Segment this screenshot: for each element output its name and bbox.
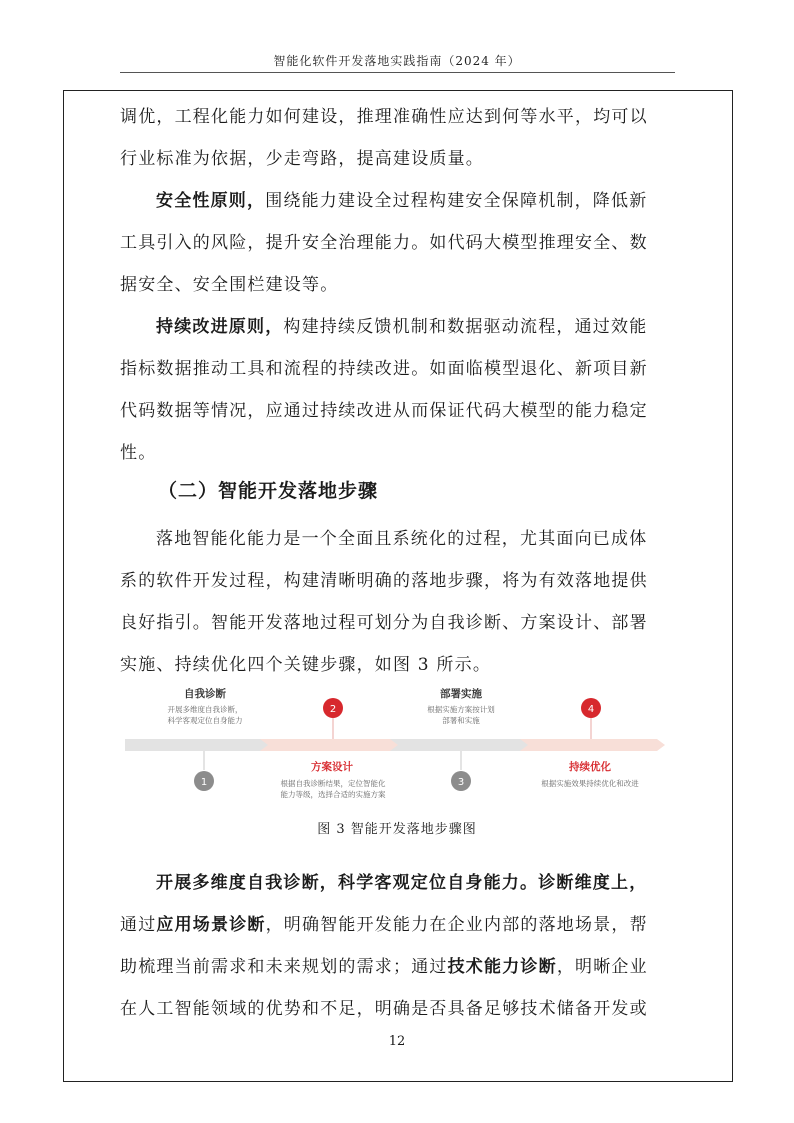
figure-steps-diagram <box>125 684 673 809</box>
text-line: 指标数据推动工具和流程的持续改进。如面临模型退化、新项目新 <box>120 359 648 379</box>
step-number-4: 4 <box>587 704 595 715</box>
step-number-2: 2 <box>329 704 337 715</box>
text-line: 在人工智能领域的优势和不足，明确是否具备足够技术储备开发或 <box>120 999 648 1019</box>
figure-caption: 图 3 智能开发落地步骤图 <box>317 822 477 837</box>
step-number-3: 3 <box>457 777 465 788</box>
text-line: 代码数据等情况，应通过持续改进从而保证代码大模型的能力稳定 <box>120 401 648 421</box>
bold-term: 技术能力诊断 <box>447 957 557 977</box>
text-line: 工具引入的风险，提升安全治理能力。如代码大模型推理安全、数 <box>120 233 648 253</box>
text-line: 通过应用场景诊断，明确智能开发能力在企业内部的落地场景，帮 <box>120 915 648 935</box>
text-line: 行业标准为依据，少走弯路，提高建设质量。 <box>120 149 484 169</box>
step-title-3: 部署实施 <box>440 688 482 700</box>
arrow-segment <box>520 739 665 751</box>
step-title-1: 自我诊断 <box>184 688 226 700</box>
step-desc-1: 开展多维度自我诊断， 科学客观定位自身能力 <box>167 705 243 725</box>
arrow-segment <box>260 739 401 751</box>
step-number-1: 1 <box>200 777 208 788</box>
step-title-2: 方案设计 <box>311 761 353 773</box>
paragraph-continuous-improvement <box>120 306 678 474</box>
text-line: 落地智能化能力是一个全面且系统化的过程，尤其面向已成体 <box>156 529 648 549</box>
text-line: 良好指引。智能开发落地过程可划分为自我诊断、方案设计、部署 <box>120 613 648 633</box>
section-heading: （二）智能开发落地步骤 <box>158 480 379 502</box>
page-number: 12 <box>388 1034 406 1049</box>
paragraph-security-principle <box>120 180 678 306</box>
paragraph-intro <box>120 518 678 686</box>
bold-lead: 安全性原则， <box>156 191 266 211</box>
step-desc-3: 根据实施方案按计划 部署和实施 <box>427 705 495 725</box>
text-line: 助梳理当前需求和未来规划的需求；通过技术能力诊断，明晰企业 <box>120 957 648 977</box>
arrow-segment <box>125 739 271 751</box>
bold-lead: 持续改进原则， <box>156 317 284 337</box>
text-line: 调优，工程化能力如何建设，推理准确性应达到何等水平，均可以 <box>120 107 648 127</box>
step-desc-2: 根据自我诊断结果，定位智能化 能力等级，选择合适的实施方案 <box>280 779 386 799</box>
text-line: 实施、持续优化四个关键步骤，如图 3 所示。 <box>120 655 492 675</box>
arrow-segment <box>390 739 531 751</box>
bold-term: 应用场景诊断 <box>156 915 266 935</box>
text-line: 系的软件开发过程，构建清晰明确的落地步骤，将为有效落地提供 <box>120 571 648 591</box>
text-line: 构建持续反馈机制和数据驱动流程，通过效能 <box>283 317 648 337</box>
text-line: 据安全、安全围栏建设等。 <box>120 275 339 295</box>
step-desc-4: 根据实施效果持续优化和改进 <box>541 779 639 788</box>
paragraph-self-diagnosis <box>120 862 678 1030</box>
header-rule <box>120 72 675 73</box>
step-title-4: 持续优化 <box>569 761 611 773</box>
text-line: 围绕能力建设全过程构建安全保障机制，降低新 <box>265 191 648 211</box>
running-header: 智能化软件开发落地实践指南（2024 年） <box>273 54 521 68</box>
bold-line: 开展多维度自我诊断，科学客观定位自身能力。诊断维度上， <box>156 873 648 893</box>
paragraph-engineering <box>120 96 678 180</box>
text-line: 性。 <box>120 443 157 463</box>
